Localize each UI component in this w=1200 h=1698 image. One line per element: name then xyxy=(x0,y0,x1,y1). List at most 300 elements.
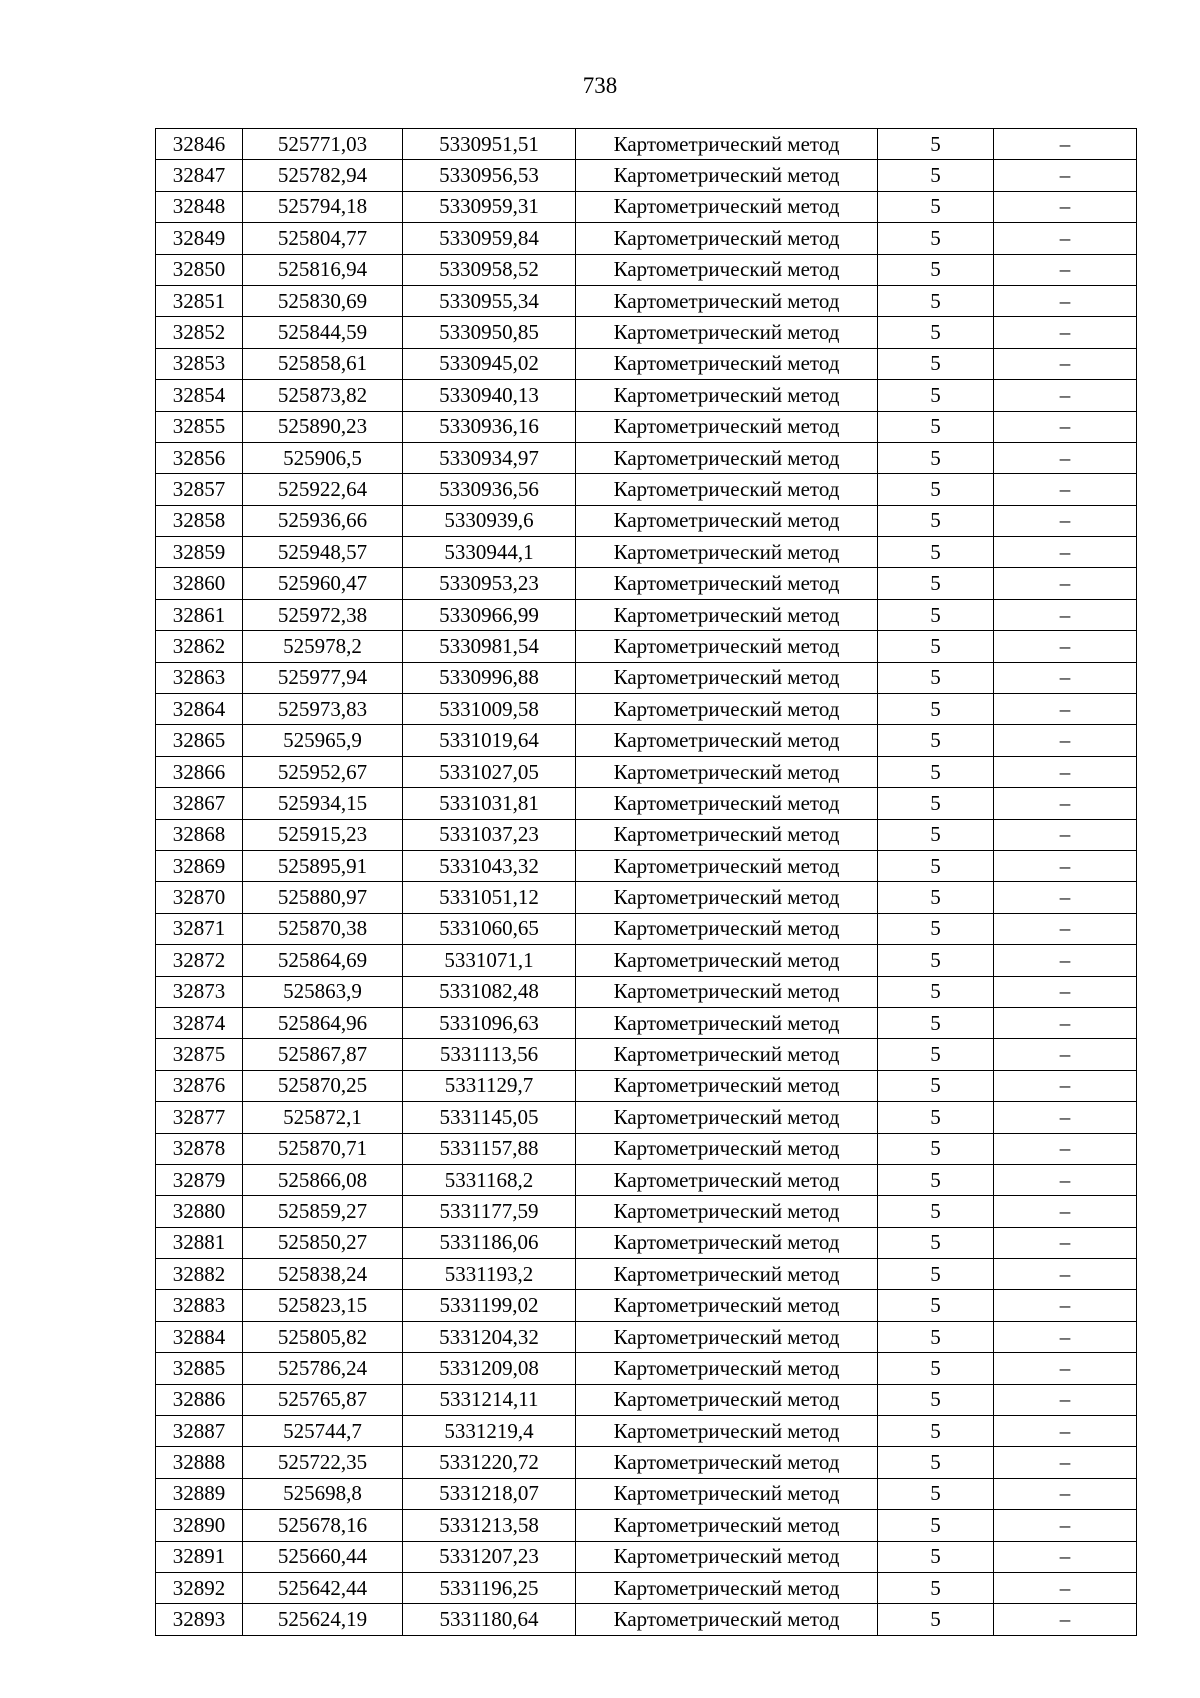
table-row xyxy=(156,756,1137,787)
description-cell: – xyxy=(994,1259,1137,1290)
point-number-cell: 32862 xyxy=(156,631,243,662)
point-number-cell: 32879 xyxy=(156,1164,243,1195)
table-row xyxy=(156,694,1137,725)
x-coordinate-cell: 525972,38 xyxy=(243,599,403,630)
x-coordinate-cell: 525934,15 xyxy=(243,788,403,819)
point-number-cell: 32875 xyxy=(156,1039,243,1070)
x-coordinate-cell: 525870,71 xyxy=(243,1133,403,1164)
accuracy-cell: 5 xyxy=(878,505,994,536)
description-cell: – xyxy=(994,882,1137,913)
accuracy-cell: 5 xyxy=(878,1290,994,1321)
description-cell: – xyxy=(994,976,1137,1007)
accuracy-cell: 5 xyxy=(878,380,994,411)
x-coordinate-cell: 525952,67 xyxy=(243,756,403,787)
x-coordinate-cell: 525838,24 xyxy=(243,1259,403,1290)
x-coordinate-cell: 525906,5 xyxy=(243,442,403,473)
table-row xyxy=(156,1007,1137,1038)
description-cell: – xyxy=(994,756,1137,787)
description-cell: – xyxy=(994,537,1137,568)
y-coordinate-cell: 5331113,56 xyxy=(403,1039,576,1070)
accuracy-cell: 5 xyxy=(878,411,994,442)
description-cell: – xyxy=(994,788,1137,819)
accuracy-cell: 5 xyxy=(878,1196,994,1227)
method-cell: Картометрический метод xyxy=(576,1007,878,1038)
accuracy-cell: 5 xyxy=(878,1039,994,1070)
description-cell: – xyxy=(994,380,1137,411)
x-coordinate-cell: 525965,9 xyxy=(243,725,403,756)
description-cell: – xyxy=(994,1133,1137,1164)
x-coordinate-cell: 525850,27 xyxy=(243,1227,403,1258)
x-coordinate-cell: 525863,9 xyxy=(243,976,403,1007)
x-coordinate-cell: 525858,61 xyxy=(243,348,403,379)
accuracy-cell: 5 xyxy=(878,254,994,285)
table-row xyxy=(156,129,1137,160)
accuracy-cell: 5 xyxy=(878,1447,994,1478)
accuracy-cell: 5 xyxy=(878,129,994,160)
y-coordinate-cell: 5331145,05 xyxy=(403,1102,576,1133)
y-coordinate-cell: 5330966,99 xyxy=(403,599,576,630)
y-coordinate-cell: 5331037,23 xyxy=(403,819,576,850)
point-number-cell: 32873 xyxy=(156,976,243,1007)
accuracy-cell: 5 xyxy=(878,537,994,568)
table-row xyxy=(156,442,1137,473)
point-number-cell: 32850 xyxy=(156,254,243,285)
y-coordinate-cell: 5331213,58 xyxy=(403,1510,576,1541)
description-cell: – xyxy=(994,442,1137,473)
table-row xyxy=(156,160,1137,191)
x-coordinate-cell: 525624,19 xyxy=(243,1604,403,1635)
x-coordinate-cell: 525872,1 xyxy=(243,1102,403,1133)
description-cell: – xyxy=(994,725,1137,756)
description-cell: – xyxy=(994,945,1137,976)
point-number-cell: 32867 xyxy=(156,788,243,819)
x-coordinate-cell: 525660,44 xyxy=(243,1541,403,1572)
y-coordinate-cell: 5330996,88 xyxy=(403,662,576,693)
point-number-cell: 32851 xyxy=(156,285,243,316)
accuracy-cell: 5 xyxy=(878,599,994,630)
description-cell: – xyxy=(994,1164,1137,1195)
table-row xyxy=(156,882,1137,913)
method-cell: Картометрический метод xyxy=(576,631,878,662)
description-cell: – xyxy=(994,348,1137,379)
table-row xyxy=(156,505,1137,536)
accuracy-cell: 5 xyxy=(878,160,994,191)
y-coordinate-cell: 5330958,52 xyxy=(403,254,576,285)
point-number-cell: 32878 xyxy=(156,1133,243,1164)
method-cell: Картометрический метод xyxy=(576,442,878,473)
description-cell: – xyxy=(994,160,1137,191)
accuracy-cell: 5 xyxy=(878,223,994,254)
x-coordinate-cell: 525744,7 xyxy=(243,1416,403,1447)
method-cell: Картометрический метод xyxy=(576,1572,878,1603)
method-cell: Картометрический метод xyxy=(576,1039,878,1070)
x-coordinate-cell: 525722,35 xyxy=(243,1447,403,1478)
point-number-cell: 32860 xyxy=(156,568,243,599)
description-cell: – xyxy=(994,599,1137,630)
point-number-cell: 32893 xyxy=(156,1604,243,1635)
x-coordinate-cell: 525915,23 xyxy=(243,819,403,850)
description-cell: – xyxy=(994,285,1137,316)
method-cell: Картометрический метод xyxy=(576,1353,878,1384)
description-cell: – xyxy=(994,1447,1137,1478)
accuracy-cell: 5 xyxy=(878,285,994,316)
accuracy-cell: 5 xyxy=(878,1478,994,1509)
accuracy-cell: 5 xyxy=(878,1604,994,1635)
point-number-cell: 32869 xyxy=(156,850,243,881)
accuracy-cell: 5 xyxy=(878,819,994,850)
description-cell: – xyxy=(994,129,1137,160)
method-cell: Картометрический метод xyxy=(576,1384,878,1415)
table-row xyxy=(156,1353,1137,1384)
accuracy-cell: 5 xyxy=(878,945,994,976)
method-cell: Картометрический метод xyxy=(576,1604,878,1635)
x-coordinate-cell: 525866,08 xyxy=(243,1164,403,1195)
table-row xyxy=(156,285,1137,316)
y-coordinate-cell: 5330955,34 xyxy=(403,285,576,316)
accuracy-cell: 5 xyxy=(878,1102,994,1133)
table-row xyxy=(156,1604,1137,1635)
point-number-cell: 32892 xyxy=(156,1572,243,1603)
description-cell: – xyxy=(994,1541,1137,1572)
x-coordinate-cell: 525642,44 xyxy=(243,1572,403,1603)
x-coordinate-cell: 525816,94 xyxy=(243,254,403,285)
point-number-cell: 32866 xyxy=(156,756,243,787)
method-cell: Картометрический метод xyxy=(576,505,878,536)
x-coordinate-cell: 525978,2 xyxy=(243,631,403,662)
point-number-cell: 32885 xyxy=(156,1353,243,1384)
method-cell: Картометрический метод xyxy=(576,537,878,568)
accuracy-cell: 5 xyxy=(878,348,994,379)
method-cell: Картометрический метод xyxy=(576,1321,878,1352)
x-coordinate-cell: 525804,77 xyxy=(243,223,403,254)
method-cell: Картометрический метод xyxy=(576,599,878,630)
description-cell: – xyxy=(994,1321,1137,1352)
accuracy-cell: 5 xyxy=(878,788,994,819)
method-cell: Картометрический метод xyxy=(576,976,878,1007)
accuracy-cell: 5 xyxy=(878,1164,994,1195)
y-coordinate-cell: 5331060,65 xyxy=(403,913,576,944)
description-cell: – xyxy=(994,1416,1137,1447)
y-coordinate-cell: 5331214,11 xyxy=(403,1384,576,1415)
description-cell: – xyxy=(994,568,1137,599)
accuracy-cell: 5 xyxy=(878,662,994,693)
x-coordinate-cell: 525973,83 xyxy=(243,694,403,725)
method-cell: Картометрический метод xyxy=(576,1070,878,1101)
y-coordinate-cell: 5331204,32 xyxy=(403,1321,576,1352)
point-number-cell: 32856 xyxy=(156,442,243,473)
accuracy-cell: 5 xyxy=(878,725,994,756)
method-cell: Картометрический метод xyxy=(576,1290,878,1321)
table-row xyxy=(156,348,1137,379)
method-cell: Картометрический метод xyxy=(576,348,878,379)
y-coordinate-cell: 5331051,12 xyxy=(403,882,576,913)
y-coordinate-cell: 5331218,07 xyxy=(403,1478,576,1509)
description-cell: – xyxy=(994,191,1137,222)
method-cell: Картометрический метод xyxy=(576,1227,878,1258)
x-coordinate-cell: 525771,03 xyxy=(243,129,403,160)
table-row xyxy=(156,1541,1137,1572)
table-row xyxy=(156,1478,1137,1509)
table-row xyxy=(156,474,1137,505)
table-row xyxy=(156,1510,1137,1541)
method-cell: Картометрический метод xyxy=(576,850,878,881)
description-cell: – xyxy=(994,505,1137,536)
y-coordinate-cell: 5331082,48 xyxy=(403,976,576,1007)
method-cell: Картометрический метод xyxy=(576,160,878,191)
point-number-cell: 32876 xyxy=(156,1070,243,1101)
method-cell: Картометрический метод xyxy=(576,568,878,599)
y-coordinate-cell: 5331193,2 xyxy=(403,1259,576,1290)
y-coordinate-cell: 5331220,72 xyxy=(403,1447,576,1478)
method-cell: Картометрический метод xyxy=(576,1478,878,1509)
method-cell: Картометрический метод xyxy=(576,1259,878,1290)
description-cell: – xyxy=(994,1007,1137,1038)
table-row xyxy=(156,411,1137,442)
description-cell: – xyxy=(994,1290,1137,1321)
y-coordinate-cell: 5331207,23 xyxy=(403,1541,576,1572)
accuracy-cell: 5 xyxy=(878,694,994,725)
description-cell: – xyxy=(994,474,1137,505)
table-row xyxy=(156,1321,1137,1352)
table-row xyxy=(156,254,1137,285)
y-coordinate-cell: 5331186,06 xyxy=(403,1227,576,1258)
y-coordinate-cell: 5330951,51 xyxy=(403,129,576,160)
method-cell: Картометрический метод xyxy=(576,882,878,913)
point-number-cell: 32872 xyxy=(156,945,243,976)
table-row xyxy=(156,317,1137,348)
description-cell: – xyxy=(994,411,1137,442)
accuracy-cell: 5 xyxy=(878,1007,994,1038)
accuracy-cell: 5 xyxy=(878,1259,994,1290)
accuracy-cell: 5 xyxy=(878,850,994,881)
point-number-cell: 32859 xyxy=(156,537,243,568)
table-row xyxy=(156,1133,1137,1164)
table-row xyxy=(156,945,1137,976)
accuracy-cell: 5 xyxy=(878,1227,994,1258)
y-coordinate-cell: 5331196,25 xyxy=(403,1572,576,1603)
description-cell: – xyxy=(994,1102,1137,1133)
method-cell: Картометрический метод xyxy=(576,1164,878,1195)
method-cell: Картометрический метод xyxy=(576,223,878,254)
point-number-cell: 32871 xyxy=(156,913,243,944)
point-number-cell: 32891 xyxy=(156,1541,243,1572)
point-number-cell: 32854 xyxy=(156,380,243,411)
description-cell: – xyxy=(994,1039,1137,1070)
method-cell: Картометрический метод xyxy=(576,191,878,222)
method-cell: Картометрический метод xyxy=(576,1416,878,1447)
x-coordinate-cell: 525873,82 xyxy=(243,380,403,411)
accuracy-cell: 5 xyxy=(878,1416,994,1447)
point-number-cell: 32846 xyxy=(156,129,243,160)
table-row xyxy=(156,537,1137,568)
method-cell: Картометрический метод xyxy=(576,694,878,725)
x-coordinate-cell: 525678,16 xyxy=(243,1510,403,1541)
table-row xyxy=(156,913,1137,944)
point-number-cell: 32886 xyxy=(156,1384,243,1415)
y-coordinate-cell: 5331219,4 xyxy=(403,1416,576,1447)
accuracy-cell: 5 xyxy=(878,913,994,944)
y-coordinate-cell: 5331096,63 xyxy=(403,1007,576,1038)
point-number-cell: 32865 xyxy=(156,725,243,756)
y-coordinate-cell: 5331071,1 xyxy=(403,945,576,976)
y-coordinate-cell: 5331019,64 xyxy=(403,725,576,756)
point-number-cell: 32882 xyxy=(156,1259,243,1290)
accuracy-cell: 5 xyxy=(878,1510,994,1541)
x-coordinate-cell: 525870,25 xyxy=(243,1070,403,1101)
point-number-cell: 32883 xyxy=(156,1290,243,1321)
y-coordinate-cell: 5331209,08 xyxy=(403,1353,576,1384)
y-coordinate-cell: 5330936,56 xyxy=(403,474,576,505)
table-row xyxy=(156,223,1137,254)
method-cell: Картометрический метод xyxy=(576,411,878,442)
table-row xyxy=(156,725,1137,756)
x-coordinate-cell: 525794,18 xyxy=(243,191,403,222)
description-cell: – xyxy=(994,850,1137,881)
method-cell: Картометрический метод xyxy=(576,380,878,411)
method-cell: Картометрический метод xyxy=(576,725,878,756)
point-number-cell: 32857 xyxy=(156,474,243,505)
point-number-cell: 32847 xyxy=(156,160,243,191)
accuracy-cell: 5 xyxy=(878,756,994,787)
table-row xyxy=(156,819,1137,850)
point-number-cell: 32848 xyxy=(156,191,243,222)
x-coordinate-cell: 525977,94 xyxy=(243,662,403,693)
description-cell: – xyxy=(994,223,1137,254)
table-row xyxy=(156,662,1137,693)
point-number-cell: 32861 xyxy=(156,599,243,630)
table-row xyxy=(156,631,1137,662)
table-row xyxy=(156,850,1137,881)
table-row xyxy=(156,1416,1137,1447)
description-cell: – xyxy=(994,317,1137,348)
y-coordinate-cell: 5330944,1 xyxy=(403,537,576,568)
accuracy-cell: 5 xyxy=(878,1353,994,1384)
description-cell: – xyxy=(994,1070,1137,1101)
description-cell: – xyxy=(994,1510,1137,1541)
point-number-cell: 32870 xyxy=(156,882,243,913)
method-cell: Картометрический метод xyxy=(576,945,878,976)
y-coordinate-cell: 5331027,05 xyxy=(403,756,576,787)
method-cell: Картометрический метод xyxy=(576,913,878,944)
method-cell: Картометрический метод xyxy=(576,1196,878,1227)
accuracy-cell: 5 xyxy=(878,474,994,505)
method-cell: Картометрический метод xyxy=(576,254,878,285)
table-row xyxy=(156,191,1137,222)
x-coordinate-cell: 525870,38 xyxy=(243,913,403,944)
description-cell: – xyxy=(994,631,1137,662)
table-row xyxy=(156,1572,1137,1603)
accuracy-cell: 5 xyxy=(878,1384,994,1415)
x-coordinate-cell: 525922,64 xyxy=(243,474,403,505)
description-cell: – xyxy=(994,1384,1137,1415)
description-cell: – xyxy=(994,1196,1137,1227)
y-coordinate-cell: 5331157,88 xyxy=(403,1133,576,1164)
table-row xyxy=(156,1039,1137,1070)
x-coordinate-cell: 525960,47 xyxy=(243,568,403,599)
coordinates-table xyxy=(155,128,1137,1636)
description-cell: – xyxy=(994,1227,1137,1258)
point-number-cell: 32863 xyxy=(156,662,243,693)
x-coordinate-cell: 525782,94 xyxy=(243,160,403,191)
accuracy-cell: 5 xyxy=(878,191,994,222)
method-cell: Картометрический метод xyxy=(576,129,878,160)
point-number-cell: 32880 xyxy=(156,1196,243,1227)
accuracy-cell: 5 xyxy=(878,976,994,1007)
point-number-cell: 32864 xyxy=(156,694,243,725)
y-coordinate-cell: 5330959,31 xyxy=(403,191,576,222)
table-row xyxy=(156,1164,1137,1195)
y-coordinate-cell: 5331180,64 xyxy=(403,1604,576,1635)
point-number-cell: 32874 xyxy=(156,1007,243,1038)
table-row xyxy=(156,1070,1137,1101)
x-coordinate-cell: 525786,24 xyxy=(243,1353,403,1384)
y-coordinate-cell: 5330936,16 xyxy=(403,411,576,442)
x-coordinate-cell: 525936,66 xyxy=(243,505,403,536)
description-cell: – xyxy=(994,1572,1137,1603)
y-coordinate-cell: 5330959,84 xyxy=(403,223,576,254)
table-row xyxy=(156,1384,1137,1415)
x-coordinate-cell: 525895,91 xyxy=(243,850,403,881)
point-number-cell: 32888 xyxy=(156,1447,243,1478)
table-row xyxy=(156,1290,1137,1321)
description-cell: – xyxy=(994,1604,1137,1635)
x-coordinate-cell: 525864,69 xyxy=(243,945,403,976)
table-row xyxy=(156,1447,1137,1478)
accuracy-cell: 5 xyxy=(878,631,994,662)
table-row xyxy=(156,380,1137,411)
description-cell: – xyxy=(994,1353,1137,1384)
x-coordinate-cell: 525859,27 xyxy=(243,1196,403,1227)
y-coordinate-cell: 5331199,02 xyxy=(403,1290,576,1321)
method-cell: Картометрический метод xyxy=(576,788,878,819)
description-cell: – xyxy=(994,913,1137,944)
method-cell: Картометрический метод xyxy=(576,1510,878,1541)
y-coordinate-cell: 5331009,58 xyxy=(403,694,576,725)
accuracy-cell: 5 xyxy=(878,442,994,473)
x-coordinate-cell: 525948,57 xyxy=(243,537,403,568)
method-cell: Картометрический метод xyxy=(576,1133,878,1164)
point-number-cell: 32881 xyxy=(156,1227,243,1258)
table-row xyxy=(156,976,1137,1007)
method-cell: Картометрический метод xyxy=(576,1447,878,1478)
y-coordinate-cell: 5330939,6 xyxy=(403,505,576,536)
y-coordinate-cell: 5331129,7 xyxy=(403,1070,576,1101)
x-coordinate-cell: 525890,23 xyxy=(243,411,403,442)
method-cell: Картометрический метод xyxy=(576,317,878,348)
method-cell: Картометрический метод xyxy=(576,819,878,850)
accuracy-cell: 5 xyxy=(878,1133,994,1164)
table-row xyxy=(156,599,1137,630)
x-coordinate-cell: 525830,69 xyxy=(243,285,403,316)
table-row xyxy=(156,1259,1137,1290)
accuracy-cell: 5 xyxy=(878,1070,994,1101)
description-cell: – xyxy=(994,662,1137,693)
y-coordinate-cell: 5330934,97 xyxy=(403,442,576,473)
point-number-cell: 32853 xyxy=(156,348,243,379)
point-number-cell: 32887 xyxy=(156,1416,243,1447)
y-coordinate-cell: 5330953,23 xyxy=(403,568,576,599)
point-number-cell: 32877 xyxy=(156,1102,243,1133)
x-coordinate-cell: 525765,87 xyxy=(243,1384,403,1415)
table-body xyxy=(156,129,1137,1636)
point-number-cell: 32884 xyxy=(156,1321,243,1352)
table-row xyxy=(156,788,1137,819)
point-number-cell: 32868 xyxy=(156,819,243,850)
method-cell: Картометрический метод xyxy=(576,285,878,316)
x-coordinate-cell: 525698,8 xyxy=(243,1478,403,1509)
point-number-cell: 32858 xyxy=(156,505,243,536)
point-number-cell: 32852 xyxy=(156,317,243,348)
